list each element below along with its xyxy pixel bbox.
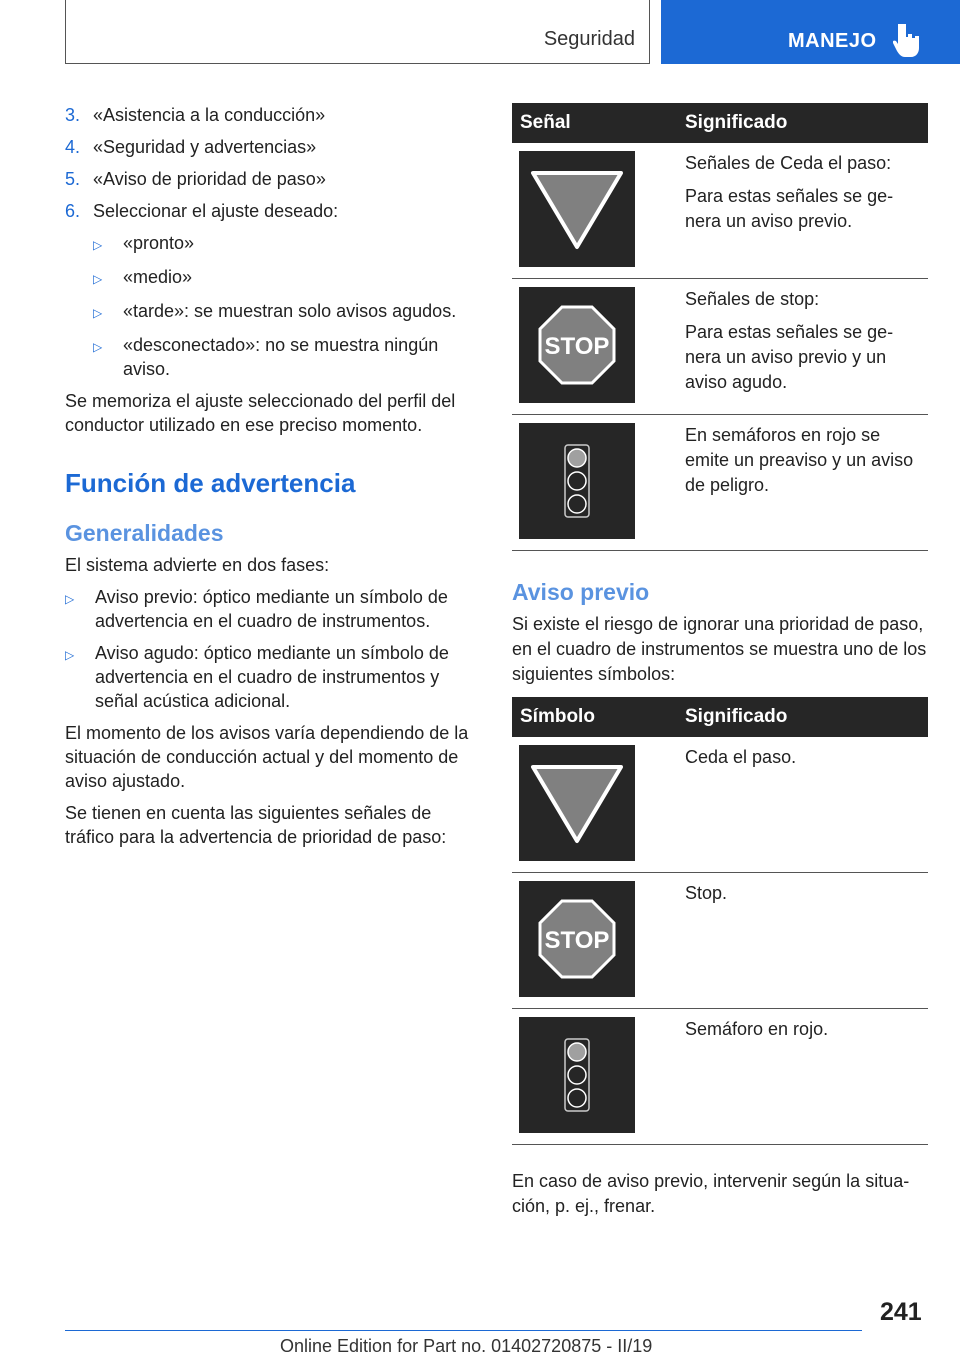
bullet-triangle-icon: ▷ [93,272,103,286]
step-3 [65,103,485,127]
option-text: «medio» [123,267,193,287]
table-row [512,1009,928,1145]
yield-sign-icon [519,745,635,861]
cell-text: Señales de stop: [685,289,820,309]
step-number: 4. [65,137,81,157]
step-6 [65,199,485,223]
header-cell: Significado [685,112,788,133]
step-4 [65,135,485,159]
stop-sign-label: STOP [544,333,610,360]
yield-sign-icon [519,151,635,267]
option-item [93,231,485,257]
aviso-paragraph: Si existe el riesgo de ignorar una prioridad de paso, en el cuadro de instrumentos se muestra uno de los siguientes símbolos: [512,614,927,684]
footer-divider [65,1330,862,1331]
option-text: «tarde»: se muestran solo avisos agudos. [123,301,457,321]
step-number: 6. [65,201,81,221]
option-text: «desconectado»: no se muestra ningún aviso. [123,335,439,379]
right-column [512,103,928,1219]
table-header [512,103,928,143]
table-header [512,697,928,737]
table-row [512,143,928,279]
phase-item [65,641,485,713]
header-section-box [65,0,650,64]
option-item [93,333,485,381]
page-number: 241 [880,1298,922,1326]
subsection-heading: Generalidades [65,520,224,546]
cell-text: Semáforo en rojo. [685,1019,829,1039]
left-column [65,103,485,857]
cell-text: Ceda el paso. [685,747,797,767]
chapter-tab [661,0,960,64]
signs-paragraph: Se tienen en cuenta las siguientes señales de tráfico para la advertencia de prioridad de paso: [65,803,447,847]
intro-paragraph: El sistema advierte en dos fases: [65,555,330,575]
table-row [512,873,928,1009]
closing-paragraph: En caso de aviso previo, intervenir según la situa-ción, p. ej., frenar. [512,1171,910,1216]
subsection-heading: Aviso previo [512,579,650,605]
step-number: 3. [65,105,81,125]
stop-sign-label: STOP [544,927,610,954]
cell-text: Stop. [685,883,728,903]
traffic-light-icon [519,423,635,539]
step-number: 5. [65,169,81,189]
stop-sign-icon [519,287,635,403]
section-heading: Función de advertencia [65,468,356,498]
header-cell: Señal [520,112,571,133]
cell-text: Señales de Ceda el paso: [685,153,892,173]
header-cell: Significado [685,706,788,727]
table-row [512,737,928,873]
phase-text: Aviso previo: óptico mediante un símbolo de advertencia en el cuadro de instrumentos. [95,587,448,631]
memo-paragraph: Se memoriza el ajuste seleccionado del perfil del conductor utilizado en ese preciso momento. [65,391,456,435]
symbols-table [512,697,928,1145]
bullet-triangle-icon: ▷ [93,340,103,354]
stop-sign-icon [519,881,635,997]
section-title: Seguridad [543,28,635,50]
bullet-triangle-icon: ▷ [93,238,103,252]
cell-text: En semáforos en rojo se emite un preaviso y un aviso de peligro. [685,425,914,495]
edition-note: Online Edition for Part no. 01402720875 - II/19 [280,1336,653,1356]
option-text: «pronto» [123,233,195,253]
phase-text: Aviso agudo: óptico mediante un símbolo de advertencia en el cuadro de instrumentos y señal acústica adicional. [95,643,449,711]
signals-table [512,103,928,551]
option-item [93,265,485,291]
bullet-triangle-icon: ▷ [93,306,103,320]
table-row [512,415,928,551]
option-item [93,299,485,325]
step-text: «Asistencia a la conducción» [93,105,326,125]
phase-item [65,585,485,633]
chapter-title: MANEJO [788,30,877,52]
step-text: «Seguridad y advertencias» [93,137,317,157]
hand-icon [893,22,921,58]
cell-text: Para estas señales se ge-nera un aviso previo y un aviso agudo. [685,322,894,392]
step-5 [65,167,485,191]
timing-paragraph: El momento de los avisos varía dependiendo de la situación de conducción actual y del momento de aviso ajustado. [65,723,469,791]
cell-text: Para estas señales se ge-nera un aviso previo. [685,186,894,231]
step-text: «Aviso de prioridad de paso» [93,169,326,189]
header-cell: Símbolo [520,706,595,727]
table-row [512,279,928,415]
bullet-triangle-icon: ▷ [65,592,75,606]
bullet-triangle-icon: ▷ [65,648,75,662]
traffic-light-icon [519,1017,635,1133]
step-text: Seleccionar el ajuste deseado: [93,201,339,221]
